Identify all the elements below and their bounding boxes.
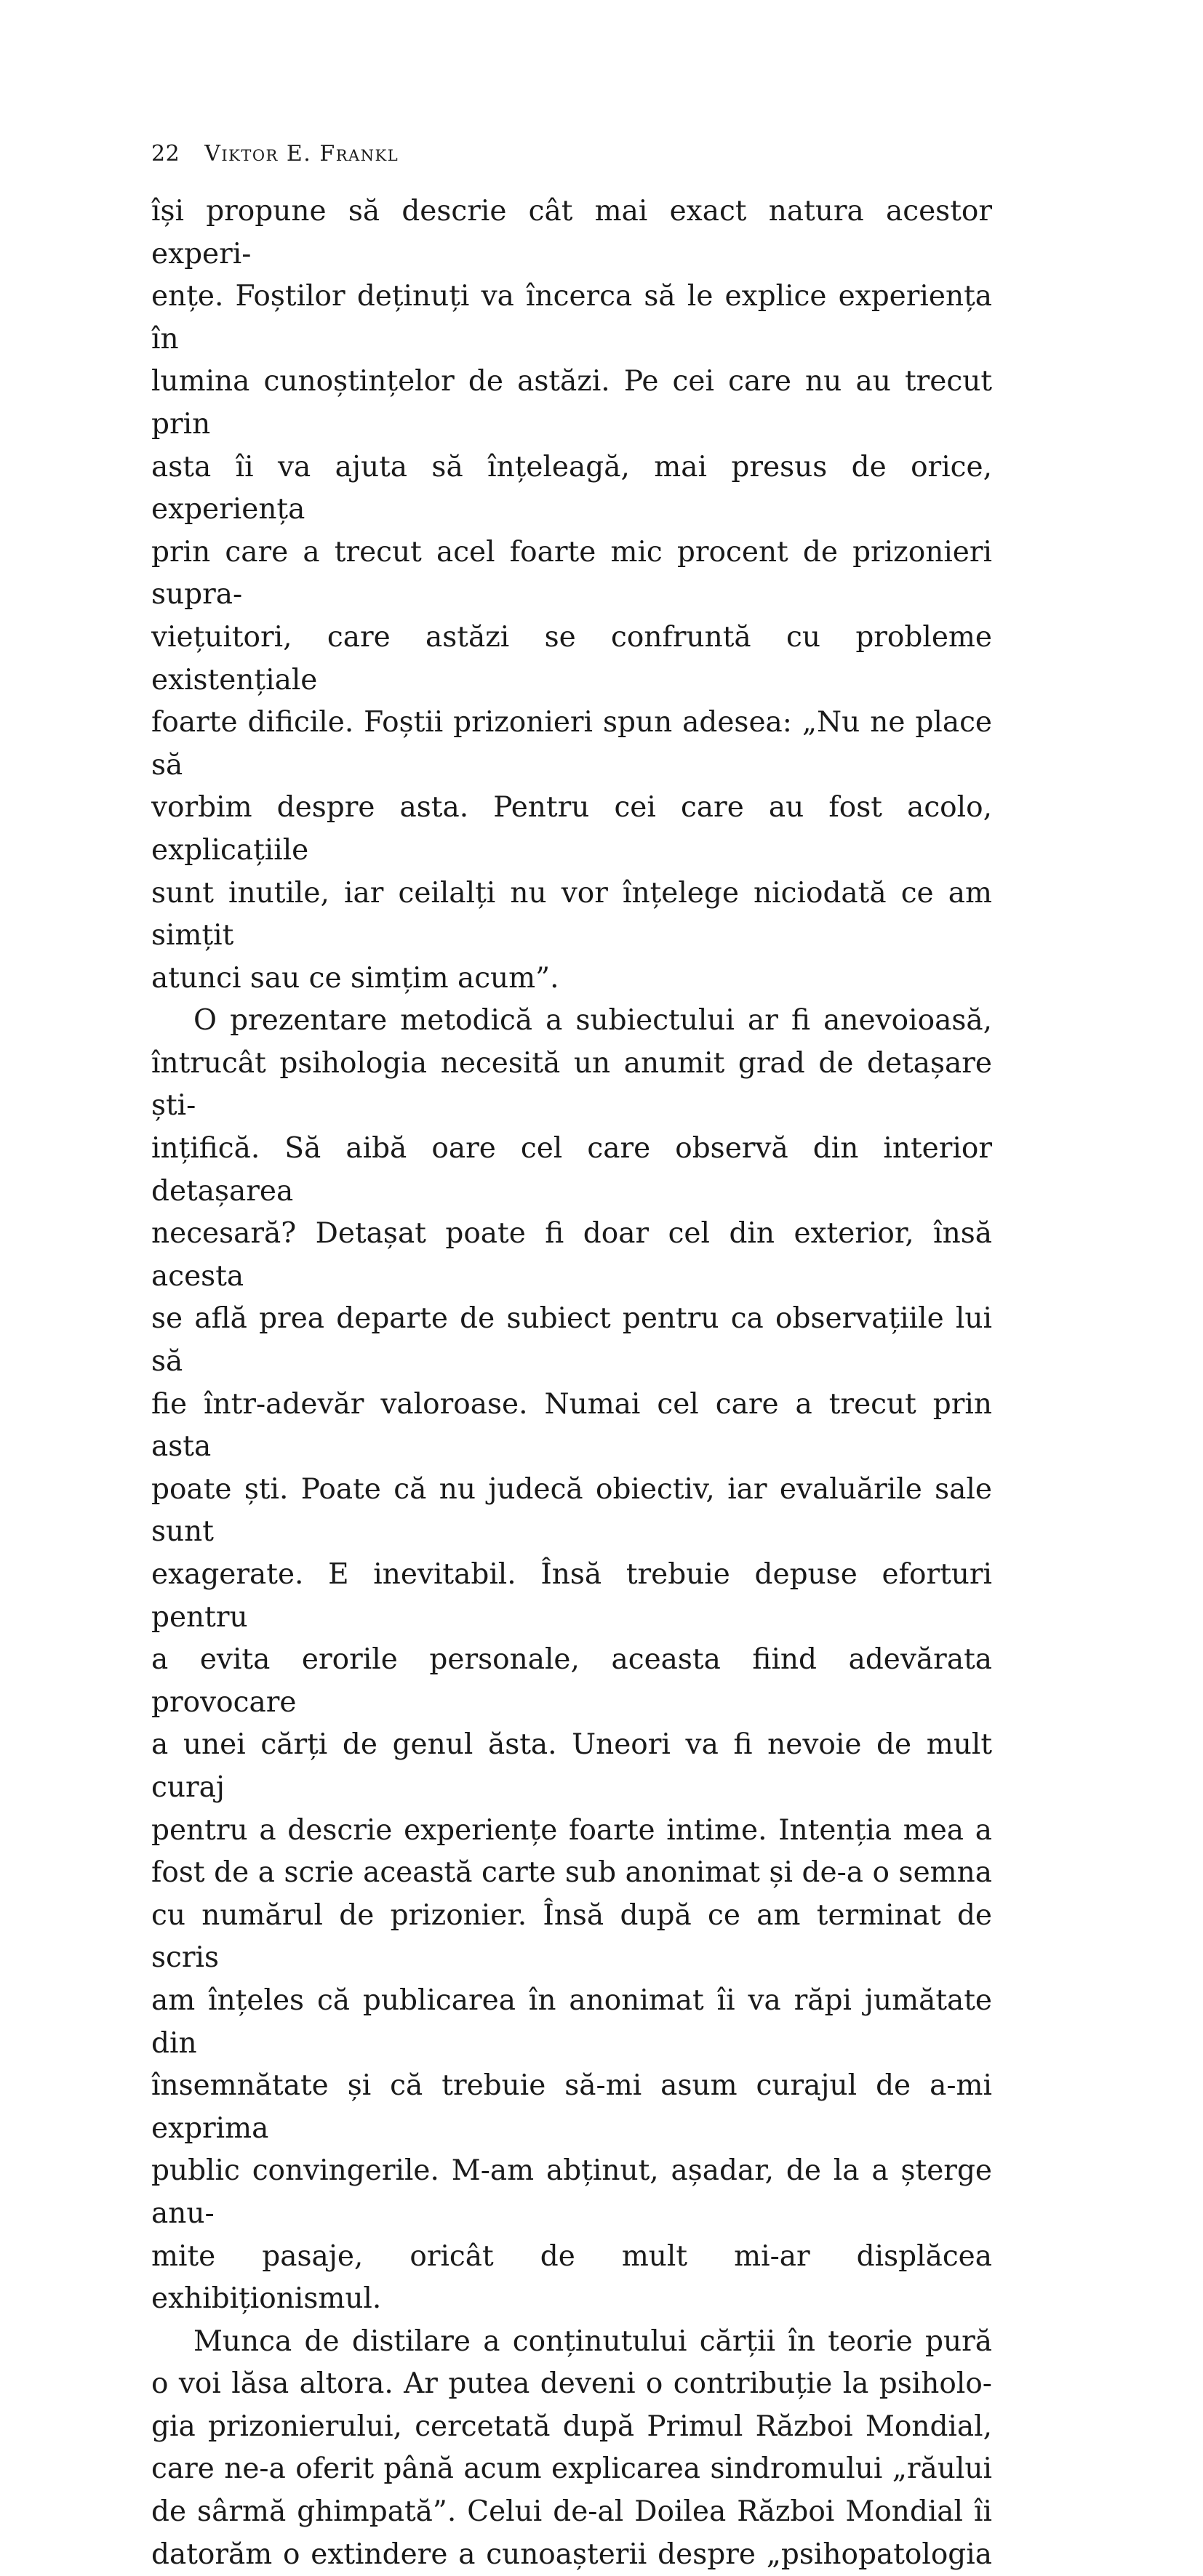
body-text bbox=[151, 190, 992, 2576]
body-line: care ne-a oferit până acum explicarea sindromului „răului bbox=[151, 2452, 992, 2486]
author-name: Viktor E. Frankl bbox=[204, 141, 399, 166]
body-line: exagerate. E inevitabil. Însă trebuie depuse eforturi pentru bbox=[151, 1558, 992, 1634]
body-line: datorăm o extindere a cunoașterii despre „psihopatologia bbox=[151, 2537, 992, 2571]
body-line: asta îi va ajuta să înțeleagă, mai presus de orice, experiența bbox=[151, 450, 992, 526]
body-line: O prezentare metodică a subiectului ar fi anevoioasă, bbox=[193, 1004, 992, 1038]
body-line: atunci sau ce simțim acum”. bbox=[151, 961, 559, 995]
body-line: întrucât psihologia necesită un anumit grad de detașare ști- bbox=[151, 1046, 992, 1123]
body-line: se află prea departe de subiect pentru ca observațiile lui să bbox=[151, 1302, 992, 1379]
body-line: ințifică. Să aibă oare cel care observă din interior detașarea bbox=[151, 1132, 992, 1208]
body-line: de sârmă ghimpată”. Celui de-al Doilea Război Mondial îi bbox=[151, 2495, 992, 2529]
body-line: mite pasaje, oricât de mult mi-ar displăcea exhibiționismul. bbox=[151, 2239, 992, 2316]
body-line: am înțeles că publicarea în anonimat îi va răpi jumătate din bbox=[151, 1983, 992, 2060]
body-line: vorbim despre asta. Pentru cei care au fost acolo, explicațiile bbox=[151, 791, 992, 867]
running-head bbox=[151, 141, 399, 166]
body-line: necesară? Detașat poate fi doar cel din exterior, însă acesta bbox=[151, 1217, 992, 1293]
page-number: 22 bbox=[151, 141, 180, 166]
body-line: gia prizonierului, cercetată după Primul Război Mondial, bbox=[151, 2410, 992, 2443]
body-line: fie într-adevăr valoroase. Numai cel care a trecut prin asta bbox=[151, 1387, 992, 1464]
body-line: cu numărul de prizonier. Însă după ce am terminat de scris bbox=[151, 1898, 992, 1975]
body-line: prin care a trecut acel foarte mic procent de prizonieri supra- bbox=[151, 535, 992, 611]
body-line: poate ști. Poate că nu judecă obiectiv, iar evaluările sale sunt bbox=[151, 1472, 992, 1549]
body-line: viețuitori, care astăzi se confruntă cu probleme existențiale bbox=[151, 620, 992, 697]
body-line: fost de a scrie această carte sub anonimat și de-a o semna bbox=[151, 1856, 992, 1890]
body-line: a unei cărți de genul ăsta. Uneori va fi nevoie de mult curaj bbox=[151, 1728, 992, 1804]
body-line: public convingerile. M-am abținut, așadar, de la a șterge anu- bbox=[151, 2154, 992, 2230]
body-line: își propune să descrie cât mai exact natura acestor experi- bbox=[151, 195, 992, 270]
body-line: ențe. Foștilor deținuți va încerca să le explice experiența în bbox=[151, 280, 992, 356]
body-line: însemnătate și că trebuie să-mi asum curajul de a-mi exprima bbox=[151, 2069, 992, 2145]
body-line: a evita erorile personale, aceasta fiind adevărata provocare bbox=[151, 1643, 992, 1719]
body-line: foarte dificile. Foștii prizonieri spun adesea: „Nu ne place să bbox=[151, 706, 992, 782]
body-line: sunt inutile, iar ceilalți nu vor înțelege niciodată ce am simțit bbox=[151, 876, 992, 952]
body-line: lumina cunoștințelor de astăzi. Pe cei care nu au trecut prin bbox=[151, 365, 992, 441]
body-line: Munca de distilare a conținutului cărții în teorie pură bbox=[193, 2324, 992, 2358]
body-line: pentru a descrie experiențe foarte intime. Intenția mea a bbox=[151, 1813, 992, 1847]
body-line: o voi lăsa altora. Ar putea deveni o contribuție la psiholo- bbox=[151, 2367, 992, 2401]
